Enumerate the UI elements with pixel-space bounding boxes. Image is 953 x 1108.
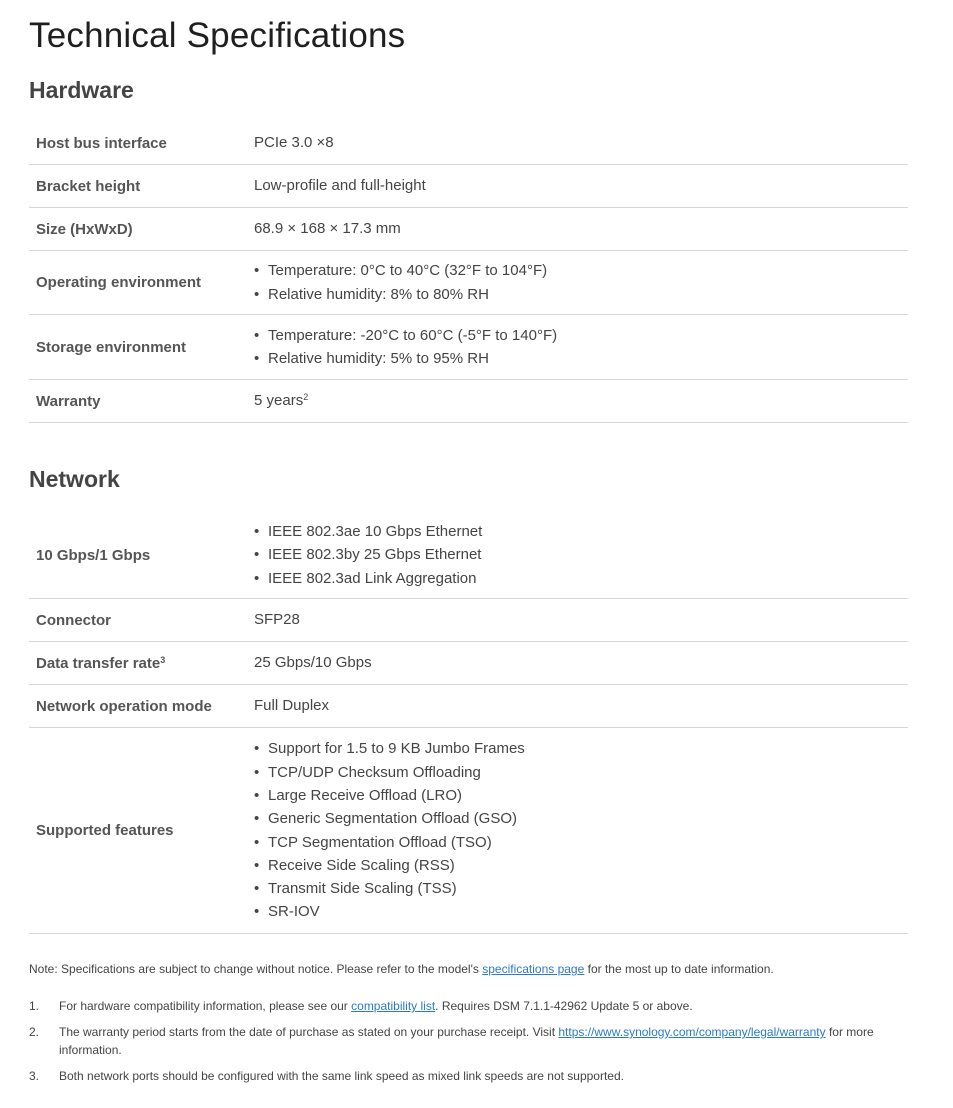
list-item: • IEEE 802.3ae 10 Gbps Ethernet	[254, 520, 482, 543]
footnote-item: 2. The warranty period starts from the date of purchase as stated on your purchase receipt. Visit https://www.synology.com/company/legal/warranty for more information.	[29, 1025, 874, 1057]
row-label: Supported features	[36, 822, 174, 839]
list-item: • Large Receive Offload (LRO)	[254, 784, 525, 807]
list-item: • Temperature: 0°C to 40°C (32°F to 104°F)	[254, 259, 547, 282]
row-label: Size (HxWxD)	[36, 220, 133, 238]
table-row	[29, 728, 908, 934]
table-row	[29, 599, 908, 642]
table-row	[29, 685, 908, 728]
row-value: SFP28	[254, 611, 300, 629]
row-value: 25 Gbps/10 Gbps	[254, 654, 372, 672]
row-label: 10 Gbps/1 Gbps	[36, 546, 151, 564]
footnote-ref: 2	[303, 392, 309, 403]
list-item: • SR-IOV	[254, 900, 525, 923]
footnote-number: 2.	[29, 1025, 40, 1039]
row-label: Bracket height	[36, 177, 141, 195]
list-item: • Generic Segmentation Offload (GSO)	[254, 807, 525, 830]
compatibility-list-link[interactable]: compatibility list	[351, 999, 436, 1013]
page-title: Technical Specifications	[29, 16, 406, 55]
row-label: Connector	[36, 611, 111, 629]
row-value: 68.9 × 168 × 17.3 mm	[254, 220, 401, 238]
bullet-list	[254, 737, 525, 923]
bullet-list	[254, 520, 482, 590]
table-row	[29, 208, 908, 251]
bullet-list	[254, 324, 557, 371]
list-item: • Relative humidity: 5% to 95% RH	[254, 347, 557, 370]
list-item: • Temperature: -20°C to 60°C (-5°F to 140°F)	[254, 324, 557, 347]
list-item: • IEEE 802.3ad Link Aggregation	[254, 567, 482, 590]
list-item: • Transmit Side Scaling (TSS)	[254, 877, 525, 900]
hardware-heading: Hardware	[29, 77, 134, 103]
list-item: • Receive Side Scaling (RSS)	[254, 854, 525, 877]
row-value	[254, 259, 547, 306]
table-row	[29, 642, 908, 685]
footnote-number: 1.	[29, 999, 40, 1013]
bullet-list	[254, 259, 547, 306]
footnote-ref: 3	[160, 654, 166, 665]
row-value	[254, 737, 525, 923]
row-value	[254, 520, 482, 590]
table-row	[29, 512, 908, 599]
list-item: • IEEE 802.3by 25 Gbps Ethernet	[254, 543, 482, 566]
table-row	[29, 315, 908, 380]
row-value: Full Duplex	[254, 697, 330, 715]
warranty-value: 5 years	[254, 392, 304, 410]
table-row	[29, 251, 908, 315]
row-label: Host bus interface	[36, 134, 167, 152]
row-value	[254, 389, 308, 412]
footnote-item: 3. Both network ports should be configured with the same link speed as mixed link speeds are not supported.	[29, 1069, 624, 1083]
row-label: Storage environment	[36, 338, 187, 356]
row-label: Network operation mode	[36, 697, 212, 715]
hardware-table	[29, 122, 908, 423]
table-row	[29, 380, 908, 423]
table-row	[29, 165, 908, 208]
list-item: • TCP/UDP Checksum Offloading	[254, 761, 525, 784]
label-text: Data transfer rate	[36, 654, 161, 672]
table-row	[29, 122, 908, 165]
footnote-item: 1. For hardware compatibility information, please see our compatibility list. Requires DSM 7.1.1-42962 Update 5 or above.	[29, 999, 693, 1013]
network-table	[29, 512, 908, 934]
row-value: PCIe 3.0 ×8	[254, 134, 334, 152]
row-label: Warranty	[36, 392, 101, 410]
row-label: Operating environment	[36, 274, 202, 291]
row-value	[254, 324, 557, 371]
note-text: Note: Specifications are subject to change without notice. Please refer to the model's specifications page for the most up to date information.	[29, 962, 774, 976]
row-label	[29, 655, 254, 672]
row-value: Low-profile and full-height	[254, 177, 426, 195]
list-item: • Relative humidity: 8% to 80% RH	[254, 283, 547, 306]
footnote-number: 3.	[29, 1069, 40, 1083]
list-item: • TCP Segmentation Offload (TSO)	[254, 831, 525, 854]
network-heading: Network	[29, 466, 120, 492]
warranty-link[interactable]: https://www.synology.com/company/legal/warranty	[558, 1025, 826, 1039]
specifications-page-link[interactable]: specifications page	[482, 962, 585, 976]
list-item: • Support for 1.5 to 9 KB Jumbo Frames	[254, 737, 525, 760]
